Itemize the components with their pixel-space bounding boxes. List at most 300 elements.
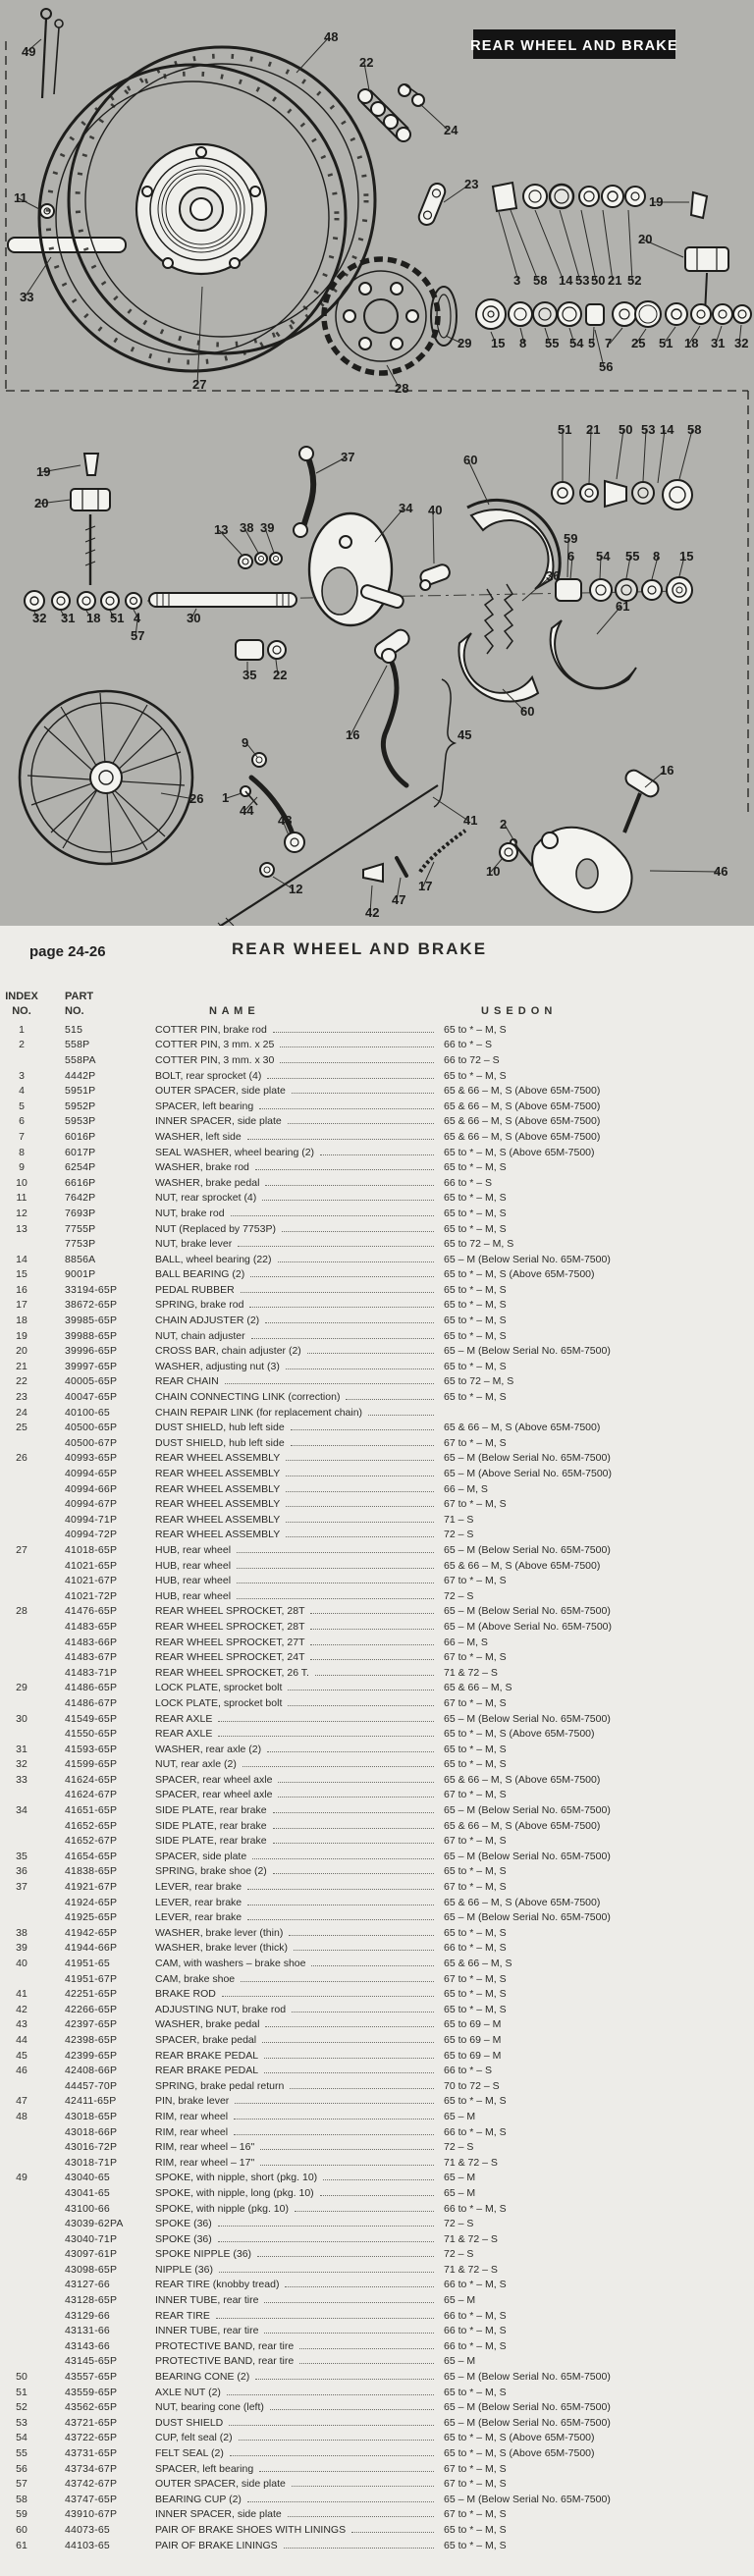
cell-used-on: 65 – M (Below Serial No. 65M-7500) [444, 2493, 611, 2505]
cell-part-no: 40994-67P [65, 1498, 118, 1511]
cell-used-on: 66 to * – M, S [444, 1942, 507, 1955]
cell-part-name: SPOKE NIPPLE (36) [155, 2248, 252, 2261]
cell-part-no: 43040-71P [65, 2232, 118, 2245]
callout-number: 34 [399, 501, 413, 515]
cell-used-on: 65 to * – M, S [444, 1222, 507, 1235]
cell-used-on: 65 – M [444, 2172, 476, 2184]
cell-part-name: REAR WHEEL SPROCKET, 28T [155, 1620, 305, 1633]
cell-used-on: 65 to * – M, S [444, 1207, 507, 1219]
table-row [0, 1159, 754, 1175]
callout-number: 58 [533, 273, 548, 288]
cell-used-on: 65 to * – M, S [444, 1069, 507, 1082]
cell-part-name: SIDE PLATE, rear brake [155, 1819, 267, 1832]
callout-number: 40 [428, 503, 443, 517]
cell-part-name: COTTER PIN, 3 mm. x 30 [155, 1053, 275, 1066]
callout-number: 29 [458, 336, 472, 350]
table-header [0, 989, 754, 1018]
table-row [0, 1986, 754, 2002]
table-row [0, 1512, 754, 1528]
cell-part-name: SPOKE, with nipple (pkg. 10) [155, 2202, 289, 2215]
dot-leader [237, 1591, 434, 1599]
table-row [0, 1298, 754, 1314]
cell-part-name: LEVER, rear brake [155, 1881, 242, 1894]
cell-used-on: 65 & 66 – M, S [444, 1682, 512, 1694]
dot-leader [280, 1055, 434, 1063]
table-row [0, 2185, 754, 2201]
cell-used-on: 65 & 66 – M, S (Above 65M-7500) [444, 1085, 601, 1098]
cell-used-on: 65 to 72 – M, S [444, 1238, 514, 1251]
table-row [0, 1114, 754, 1130]
callout-number: 55 [545, 336, 560, 350]
cell-part-name: SEAL WASHER, wheel bearing (2) [155, 1146, 315, 1158]
table-row [0, 2522, 754, 2538]
callout-number: 42 [365, 905, 380, 920]
cell-part-name: WASHER, rear axle (2) [155, 1743, 262, 1755]
dot-leader [242, 1759, 434, 1767]
dot-leader [294, 1943, 434, 1951]
dot-leader [288, 1683, 434, 1690]
callout-number: 58 [687, 422, 702, 437]
dot-leader [320, 2188, 434, 2196]
cell-used-on: 65 to * – M, S [444, 2523, 507, 2536]
cell-index-no: 48 [16, 2110, 27, 2122]
table-row [0, 1895, 754, 1910]
cell-part-name: REAR WHEEL ASSEMBLY [155, 1452, 281, 1465]
cell-part-name: INNER SPACER, side plate [155, 2508, 282, 2521]
dot-leader [231, 1208, 434, 1216]
dot-leader [229, 2418, 434, 2426]
cell-used-on: 65 – M (Below Serial No. 65M-7500) [444, 1253, 611, 1265]
cell-index-no: 18 [16, 1315, 27, 1327]
callout-number: 23 [464, 177, 479, 191]
callout-number: 30 [187, 611, 201, 625]
dot-leader [218, 2234, 434, 2242]
cell-index-no: 27 [16, 1543, 27, 1556]
cell-part-name: WASHER, adjusting nut (3) [155, 1360, 280, 1372]
cell-used-on: 66 to * – M, S [444, 2339, 507, 2352]
cell-part-no: 43910-67P [65, 2508, 118, 2521]
cell-used-on: 65 to * – M, S [444, 2095, 507, 2108]
dot-leader [265, 1178, 434, 1186]
dot-leader [247, 1132, 434, 1140]
table-row [0, 1649, 754, 1665]
cell-used-on: 65 to * – M, S [444, 1329, 507, 1342]
callout-number: 38 [240, 520, 254, 535]
cell-used-on: 71 & 72 – S [444, 2156, 498, 2169]
cell-used-on: 65 to * – M, S (Above 65M-7500) [444, 2432, 595, 2444]
cell-part-name: WASHER, brake pedal [155, 2018, 260, 2031]
cell-index-no: 32 [16, 1758, 27, 1771]
dot-leader [247, 1898, 434, 1905]
cell-part-no: 43557-65P [65, 2371, 118, 2384]
page-title: REAR WHEEL AND BRAKE [231, 939, 488, 958]
cell-part-name: SPOKE, with nipple, short (pkg. 10) [155, 2172, 318, 2184]
table-row [0, 2002, 754, 2017]
cell-index-no: 28 [16, 1605, 27, 1618]
cell-used-on: 65 to * – M, S [444, 2003, 507, 2015]
cell-index-no: 6 [19, 1115, 25, 1128]
cell-used-on: 65 – M [444, 2294, 476, 2307]
callout-number: 15 [491, 336, 506, 350]
cell-part-no: 43131-66 [65, 2325, 110, 2337]
callout-number: 50 [591, 273, 606, 288]
cell-index-no: 17 [16, 1299, 27, 1312]
cell-part-no: 41550-65P [65, 1728, 118, 1741]
table-row [0, 2445, 754, 2461]
cell-used-on: 67 to * – M, S [444, 1498, 507, 1511]
cell-used-on: 65 – M (Above Serial No. 65M-7500) [444, 1620, 612, 1633]
callout-number: 54 [596, 549, 611, 564]
cell-part-no: 39996-65P [65, 1345, 118, 1358]
cell-part-name: SPOKE (36) [155, 2232, 212, 2245]
cell-part-name: LEVER, rear brake [155, 1896, 242, 1908]
callout-number: 50 [619, 422, 633, 437]
table-row [0, 1481, 754, 1497]
cell-used-on: 72 – S [444, 2218, 474, 2230]
cell-part-no: 43559-65P [65, 2386, 118, 2398]
cell-part-name: REAR TIRE [155, 2309, 210, 2322]
cell-index-no: 45 [16, 2049, 27, 2062]
dot-leader [288, 2509, 434, 2517]
dot-leader [237, 1545, 434, 1553]
header-index-2: NO. [12, 1004, 31, 1017]
table-row [0, 2338, 754, 2354]
cell-part-name: BEARING CUP (2) [155, 2493, 242, 2505]
cell-used-on: 67 to * – M, S [444, 2478, 507, 2491]
cell-used-on: 65 to * – M, S [444, 1926, 507, 1939]
table-row [0, 1359, 754, 1374]
cell-used-on: 67 to * – M, S [444, 2508, 507, 2521]
cell-index-no: 2 [19, 1039, 25, 1051]
cell-index-no: 55 [16, 2447, 27, 2460]
cell-part-no: 43039-62PA [65, 2218, 124, 2230]
callout-number: 8 [653, 549, 661, 564]
cell-index-no: 40 [16, 1958, 27, 1970]
callout-number: 32 [734, 336, 749, 350]
rear-axle [149, 593, 296, 607]
dot-leader [259, 2464, 434, 2472]
table-row [0, 1971, 754, 1987]
dot-leader [286, 1362, 434, 1369]
dot-leader [278, 1255, 435, 1262]
cell-part-no: 43018-66P [65, 2125, 118, 2138]
callout-number: 2 [500, 817, 508, 832]
cell-part-name: COTTER PIN, brake rod [155, 1023, 267, 1036]
cell-used-on: 66 to * – M, S [444, 2125, 507, 2138]
cell-part-no: 41624-67P [65, 1789, 118, 1801]
cell-index-no: 57 [16, 2478, 27, 2491]
cell-index-no: 25 [16, 1422, 27, 1434]
table-row [0, 2201, 754, 2217]
cell-index-no: 26 [16, 1452, 27, 1465]
table-row [0, 1328, 754, 1344]
cell-used-on: 65 & 66 – M, S [444, 1958, 512, 1970]
callout-number: 6 [567, 549, 575, 564]
cell-used-on: 66 – M, S [444, 1636, 488, 1648]
callout-number: 8 [519, 336, 527, 350]
cell-used-on: 66 to * – S [444, 2065, 493, 2077]
cell-used-on: 65 to 69 – M [444, 2018, 502, 2031]
cell-part-no: 42397-65P [65, 2018, 118, 2031]
callout-number: 17 [418, 879, 433, 893]
cell-part-name: NIPPLE (36) [155, 2263, 213, 2276]
table-row [0, 1726, 754, 1742]
table-row [0, 2094, 754, 2110]
cell-index-no: 7 [19, 1130, 25, 1143]
dot-leader [238, 1239, 434, 1247]
dot-leader [291, 1422, 434, 1430]
dot-leader [218, 2219, 434, 2227]
dot-leader [307, 1346, 434, 1354]
dot-leader [265, 1315, 434, 1323]
dot-leader [310, 1606, 434, 1614]
cell-index-no: 23 [16, 1391, 27, 1404]
dot-leader [273, 1866, 434, 1874]
table-row [0, 1038, 754, 1053]
cell-part-name: REAR WHEEL ASSEMBLY [155, 1468, 281, 1480]
callout-number: 47 [392, 892, 406, 907]
table-row [0, 1757, 754, 1773]
cell-index-no: 11 [16, 1192, 27, 1205]
table-row [0, 2292, 754, 2308]
dot-leader [273, 1821, 434, 1829]
cell-index-no: 14 [16, 1253, 27, 1265]
table-row [0, 2048, 754, 2064]
cell-part-name: REAR TIRE (knobby tread) [155, 2279, 280, 2291]
cell-part-no: 41838-65P [65, 1865, 118, 1878]
dot-leader [260, 2158, 434, 2166]
table-row [0, 2262, 754, 2278]
dot-leader [267, 1744, 434, 1752]
callout-number: 53 [575, 273, 590, 288]
table-row [0, 2171, 754, 2186]
cell-part-name: REAR WHEEL ASSEMBLY [155, 1482, 281, 1495]
table-row [0, 1145, 754, 1160]
exploded-diagram [0, 0, 754, 926]
table-row [0, 2461, 754, 2477]
cell-index-no: 1 [19, 1023, 25, 1036]
cell-part-no: 43742-67P [65, 2478, 118, 2491]
table-row [0, 1068, 754, 1084]
callout-number: 15 [679, 549, 694, 564]
table-row [0, 1879, 754, 1895]
cell-used-on: 66 to * – M, S [444, 2309, 507, 2322]
cell-part-name: RIM, rear wheel – 16" [155, 2141, 255, 2154]
cell-part-name: LEVER, rear brake [155, 1911, 242, 1924]
dot-leader [273, 1805, 434, 1813]
callout-number: 48 [324, 29, 339, 44]
dot-leader [234, 2127, 434, 2135]
cell-index-no: 41 [16, 1988, 27, 2001]
cell-part-name: PAIR OF BRAKE SHOES WITH LININGS [155, 2523, 347, 2536]
cell-index-no: 31 [16, 1743, 27, 1755]
cell-part-no: 43128-65P [65, 2294, 118, 2307]
callout-number: 18 [684, 336, 699, 350]
callout-number: 60 [463, 453, 478, 467]
table-row [0, 1604, 754, 1620]
cell-part-no: 40994-71P [65, 1513, 118, 1526]
callout-number: 20 [638, 232, 653, 246]
cell-part-no: 41624-65P [65, 1773, 118, 1786]
callout-number: 28 [395, 381, 409, 396]
cell-used-on: 65 to * – M, S (Above 65M-7500) [444, 1268, 595, 1281]
table-row [0, 2323, 754, 2338]
cell-used-on: 65 – M (Below Serial No. 65M-7500) [444, 1850, 611, 1862]
cell-used-on: 65 – M [444, 2186, 476, 2199]
cell-part-name: REAR AXLE [155, 1712, 213, 1725]
table-row [0, 1941, 754, 1957]
callout-number: 61 [616, 599, 630, 614]
cell-part-no: 43722-65P [65, 2432, 118, 2444]
callout-number: 19 [36, 464, 51, 479]
table-row [0, 1542, 754, 1558]
cell-used-on: 67 to * – M, S [444, 1651, 507, 1664]
cell-part-no: 43018-65P [65, 2110, 118, 2122]
dot-leader [288, 1116, 434, 1124]
callout-number: 16 [660, 763, 674, 778]
cell-index-no: 47 [16, 2095, 27, 2108]
table-row [0, 1496, 754, 1512]
table-row [0, 1022, 754, 1038]
cell-index-no: 61 [16, 2539, 27, 2551]
cell-part-no: 42411-65P [65, 2095, 117, 2108]
cell-part-no: 41599-65P [65, 1758, 118, 1771]
cell-part-no: 43129-66 [65, 2309, 110, 2322]
dot-leader [310, 1637, 434, 1645]
table-row [0, 2109, 754, 2124]
cell-part-no: 43018-71P [65, 2156, 118, 2169]
cell-part-no: 43747-65P [65, 2493, 118, 2505]
cell-used-on: 65 to * – M, S [444, 1315, 507, 1327]
cell-part-name: SPACER, left bearing [155, 1100, 254, 1112]
cell-part-name: NUT, rear axle (2) [155, 1758, 237, 1771]
table-row [0, 2278, 754, 2293]
dot-leader [260, 2142, 434, 2150]
cell-part-no: 40500-65P [65, 1422, 118, 1434]
dot-leader [237, 1576, 434, 1583]
callout-number: 35 [242, 668, 257, 682]
cell-part-no: 41018-65P [65, 1543, 118, 1556]
table-row [0, 1206, 754, 1221]
table-row [0, 2032, 754, 2048]
cell-part-name: SPACER, brake pedal [155, 2033, 257, 2046]
cell-used-on: 67 to * – M, S [444, 1436, 507, 1449]
table-row [0, 1802, 754, 1818]
callout-number: 21 [608, 273, 622, 288]
cell-used-on: 71 – S [444, 1513, 474, 1526]
cell-used-on: 65 to * – M, S [444, 1161, 507, 1174]
cell-part-name: REAR WHEEL ASSEMBLY [155, 1513, 281, 1526]
dot-leader [320, 1148, 434, 1155]
dot-leader [265, 2019, 434, 2027]
table-row [0, 1833, 754, 1849]
cell-part-name: PIN, brake lever [155, 2095, 230, 2108]
cell-used-on: 71 & 72 – S [444, 2263, 498, 2276]
table-row [0, 1665, 754, 1681]
callout-number: 45 [458, 727, 472, 742]
callout-number: 14 [660, 422, 674, 437]
dot-leader [262, 1193, 434, 1201]
cell-part-no: 43721-65P [65, 2416, 118, 2429]
callout-number: 53 [641, 422, 656, 437]
dot-leader [286, 1469, 434, 1476]
dot-leader [218, 1714, 434, 1722]
table-row [0, 2415, 754, 2431]
dot-leader [262, 2035, 434, 2043]
cell-part-no: 41925-65P [65, 1911, 118, 1924]
cell-part-name: CHAIN CONNECTING LINK (correction) [155, 1391, 341, 1404]
cell-part-name: DUST SHIELD, hub left side [155, 1422, 285, 1434]
cell-part-name: SPACER, left bearing [155, 2462, 254, 2475]
table-row [0, 2354, 754, 2370]
cell-part-name: OUTER SPACER, side plate [155, 1085, 286, 1098]
table-row [0, 2216, 754, 2231]
cell-part-name: BALL, wheel bearing (22) [155, 1253, 272, 1265]
table-row [0, 1956, 754, 1971]
cell-used-on: 65 to * – M, S [444, 1758, 507, 1771]
callout-number: 51 [659, 336, 673, 350]
cell-used-on: 65 to * – M, S (Above 65M-7500) [444, 2447, 595, 2460]
dot-leader [285, 2280, 434, 2287]
callout-number: 39 [260, 520, 275, 535]
cell-used-on: 67 to * – M, S [444, 1835, 507, 1848]
dot-leader [247, 1912, 434, 1920]
cell-part-no: 7753P [65, 1238, 96, 1251]
cell-part-name: WASHER, left side [155, 1130, 242, 1143]
cell-index-no: 4 [19, 1085, 25, 1098]
callout-number: 11 [14, 190, 27, 205]
callout-number: 12 [289, 882, 303, 896]
cell-used-on: 65 to * – M, S (Above 65M-7500) [444, 1146, 595, 1158]
cell-part-no: 43097-61P [65, 2248, 118, 2261]
cell-part-name: WASHER, brake rod [155, 1161, 249, 1174]
cell-part-no: 39997-65P [65, 1360, 118, 1372]
cell-part-name: ADJUSTING NUT, brake rod [155, 2003, 287, 2015]
cell-part-name: REAR BRAKE PEDAL [155, 2065, 259, 2077]
cell-part-name: SPOKE (36) [155, 2218, 212, 2230]
callout-number: 41 [463, 813, 478, 828]
callout-number: 59 [564, 531, 578, 546]
parts-table-body [0, 1022, 754, 2552]
cell-part-no: 43731-65P [65, 2447, 118, 2460]
cell-part-name: CUP, felt seal (2) [155, 2432, 233, 2444]
callout-number: 21 [586, 422, 601, 437]
cell-index-no: 34 [16, 1804, 27, 1817]
callout-number: 9 [242, 735, 249, 750]
cell-part-no: 41483-66P [65, 1636, 118, 1648]
title-banner [470, 29, 678, 59]
cell-part-no: 6254P [65, 1161, 96, 1174]
cell-part-no: 42266-65P [65, 2003, 118, 2015]
callout-number: 25 [631, 336, 646, 350]
cell-part-name: HUB, rear wheel [155, 1559, 232, 1572]
dot-leader [299, 2341, 434, 2349]
cell-used-on: 65 & 66 – M, S (Above 65M-7500) [444, 1130, 601, 1143]
cell-part-no: 40047-65P [65, 1391, 118, 1404]
dot-leader [239, 2433, 434, 2441]
cell-used-on: 72 – S [444, 1529, 474, 1541]
callout-number: 56 [599, 359, 614, 374]
cell-part-no: 39988-65P [65, 1329, 118, 1342]
cell-index-no: 35 [16, 1850, 27, 1862]
table-row [0, 1619, 754, 1635]
callout-number: 1 [222, 790, 230, 805]
dot-leader [255, 2372, 434, 2380]
dot-leader [286, 1453, 434, 1461]
table-row [0, 1435, 754, 1451]
callout-number: 16 [346, 727, 360, 742]
cell-used-on: 72 – S [444, 2248, 474, 2261]
